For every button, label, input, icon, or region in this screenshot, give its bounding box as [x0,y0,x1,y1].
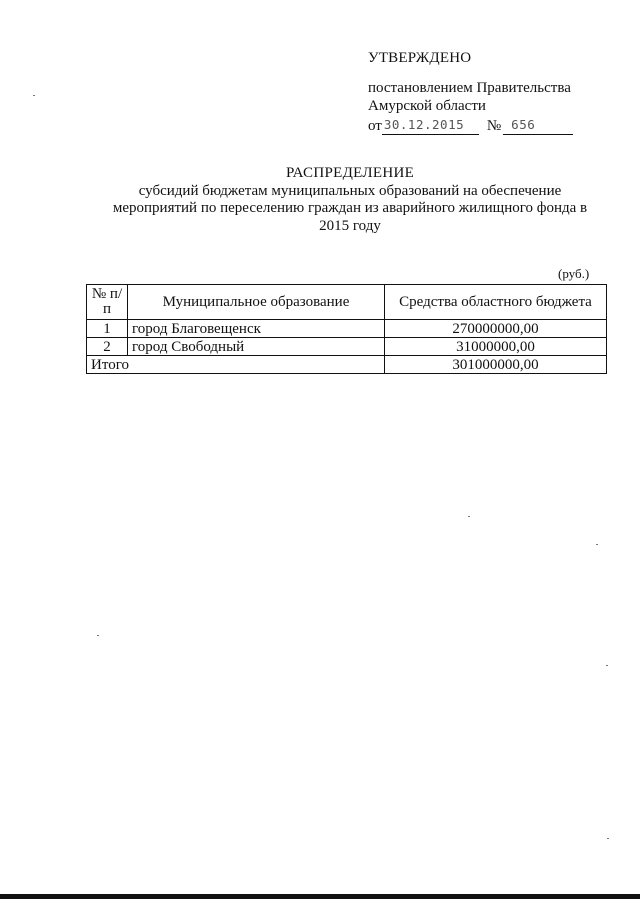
row-budget: 270000000,00 [385,320,607,338]
date-prefix: от [368,118,382,134]
scan-speck [606,665,608,666]
document-subtitle-line-3: 2015 году [319,217,381,234]
approval-line-2: Амурской области [368,98,486,114]
document-subtitle-line-2: мероприятий по переселению граждан из аварийного жилищного фонда в [112,200,588,216]
header-municipality: Муниципальное образование [128,285,385,320]
approval-heading: УТВЕРЖДЕНО [368,50,472,66]
table-header-row [87,285,607,320]
document-subtitle-line-1: субсидий бюджетам муниципальных образований на обеспечение [138,182,562,199]
header-num: № п/п [87,285,128,320]
total-budget: 301000000,00 [385,356,607,374]
scan-bottom-edge [0,894,640,899]
table-row [87,338,607,356]
table-row [87,320,607,338]
row-num: 1 [87,320,128,338]
approval-block [368,49,573,135]
table-total-row [87,356,607,374]
distribution-table [86,284,607,374]
row-num: 2 [87,338,128,356]
approval-date: 30.12.2015 [382,116,479,135]
scan-speck [97,635,99,636]
total-label: Итого [87,356,385,374]
number-label: № [486,118,502,134]
document-title-block [60,165,640,235]
scan-speck [468,516,470,517]
scan-speck [607,838,609,839]
document-title: РАСПРЕДЕЛЕНИЕ [285,165,415,181]
approval-number: 656 [503,116,573,135]
approval-line-1: постановлением Правительства [368,80,571,96]
row-municipality: город Свободный [128,338,385,356]
scan-speck [596,544,598,545]
approval-date-row [368,116,573,135]
row-municipality: город Благовещенск [128,320,385,338]
row-budget: 31000000,00 [385,338,607,356]
scan-speck [33,95,35,96]
currency-units: (руб.) [558,266,590,281]
header-budget: Средства областного бюджета [385,285,607,320]
